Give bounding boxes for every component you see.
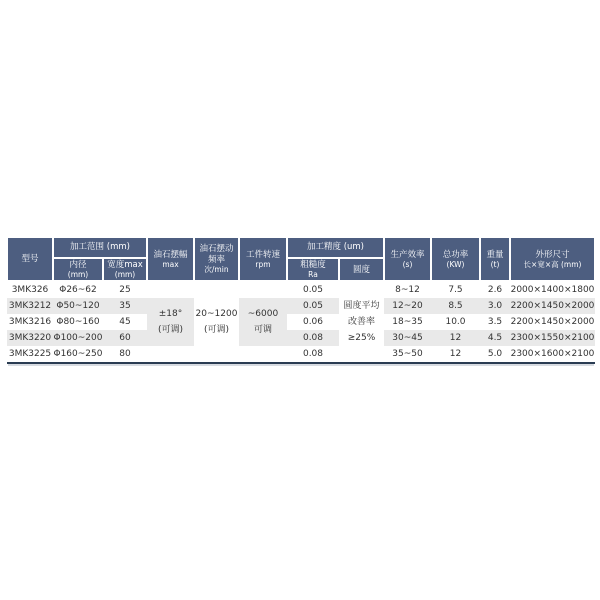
header-work-speed: 工件转速 rpm bbox=[239, 237, 287, 281]
cell-efficiency: 18~35 bbox=[392, 317, 423, 328]
cell-stone-freq-merged: 20~1200 (可调) bbox=[194, 298, 239, 346]
header-weight: 重量 (t) bbox=[480, 237, 510, 281]
cell-roundness-empty bbox=[339, 281, 384, 298]
header-dims: 外形尺寸 长×宽×高 (mm) bbox=[510, 237, 595, 281]
cell-efficiency: 8~12 bbox=[395, 285, 420, 296]
cell-power: 12 bbox=[431, 330, 480, 346]
cell-weight: 5.0 bbox=[487, 349, 503, 360]
header-precision-group: 加工精度 (um) bbox=[287, 237, 384, 258]
cell-dims: 2300×1600×2100 bbox=[510, 349, 595, 360]
cell-weight: 3.5 bbox=[487, 317, 503, 328]
header-inner-dia: 内径 (mm) bbox=[53, 258, 103, 281]
cell-stone-swing-empty bbox=[147, 281, 194, 298]
table-header bbox=[7, 237, 595, 281]
cell-dims: 2200×1450×2000 bbox=[510, 298, 595, 314]
cell-width-max: 25 bbox=[119, 285, 131, 296]
header-model: 型号 bbox=[7, 237, 53, 281]
cell-stone-freq-empty bbox=[194, 281, 239, 298]
cell-efficiency: 35~50 bbox=[392, 349, 423, 360]
cell-power: 8.5 bbox=[431, 298, 480, 314]
cell-roundness-merged: 圆度平均 改善率 ≥25% bbox=[339, 298, 384, 346]
cell-stone-swing-empty bbox=[147, 346, 194, 363]
header-power: 总功率 (KW) bbox=[431, 237, 480, 281]
cell-roughness: 0.05 bbox=[302, 285, 324, 296]
cell-stone-freq-empty bbox=[194, 346, 239, 363]
cell-width-max: 80 bbox=[119, 349, 131, 360]
cell-inner-dia: Φ100~200 bbox=[53, 330, 103, 346]
header-roundness: 圆度 bbox=[339, 258, 384, 281]
header-row-1 bbox=[7, 237, 595, 258]
cell-roughness: 0.06 bbox=[302, 317, 324, 328]
table-row bbox=[7, 330, 595, 346]
header-range-group: 加工范围 (mm) bbox=[53, 237, 147, 258]
cell-model: 3MK3225 bbox=[8, 349, 52, 360]
table-row bbox=[7, 298, 595, 314]
header-roughness: 粗糙度 Ra bbox=[287, 258, 339, 281]
header-stone-swing: 油石摆幅 max bbox=[147, 237, 194, 281]
cell-inner-dia: Φ50~120 bbox=[53, 298, 103, 314]
cell-weight: 2.6 bbox=[487, 285, 503, 296]
cell-inner-dia: Φ160~250 bbox=[53, 349, 103, 360]
cell-efficiency: 12~20 bbox=[384, 298, 431, 314]
spec-table bbox=[6, 236, 596, 364]
header-efficiency: 生产效率 (s) bbox=[384, 237, 431, 281]
cell-work-speed-merged: ~6000 可调 bbox=[239, 298, 287, 346]
cell-inner-dia: Φ26~62 bbox=[59, 285, 97, 296]
header-stone-freq: 油石摆动 频率 次/min bbox=[194, 237, 239, 281]
cell-roughness: 0.08 bbox=[302, 349, 324, 360]
cell-inner-dia: Φ80~160 bbox=[56, 317, 100, 328]
cell-model: 3MK3216 bbox=[8, 317, 52, 328]
cell-weight: 3.0 bbox=[480, 298, 510, 314]
cell-roughness: 0.05 bbox=[287, 298, 339, 314]
cell-dims: 2300×1550×2100 bbox=[510, 330, 595, 346]
cell-dims: 2200×1450×2000 bbox=[510, 317, 595, 328]
cell-roundness-empty bbox=[339, 346, 384, 363]
cell-model: 3MK326 bbox=[11, 285, 49, 296]
table-body bbox=[7, 281, 595, 363]
header-width-max: 宽度max (mm) bbox=[103, 258, 147, 281]
cell-work-speed-empty bbox=[239, 346, 287, 363]
table-row bbox=[7, 314, 595, 330]
cell-model: 3MK3212 bbox=[7, 298, 53, 314]
cell-dims: 2000×1400×1800 bbox=[510, 285, 595, 296]
table-row bbox=[7, 346, 595, 363]
cell-work-speed-empty bbox=[239, 281, 287, 298]
cell-width-max: 60 bbox=[103, 330, 147, 346]
cell-model: 3MK3220 bbox=[7, 330, 53, 346]
cell-weight: 4.5 bbox=[480, 330, 510, 346]
cell-width-max: 35 bbox=[103, 298, 147, 314]
cell-power: 12 bbox=[449, 349, 462, 360]
cell-efficiency: 30~45 bbox=[384, 330, 431, 346]
cell-width-max: 45 bbox=[119, 317, 131, 328]
cell-power: 10.0 bbox=[445, 317, 466, 328]
cell-stone-swing-merged: ±18° (可调) bbox=[147, 298, 194, 346]
cell-roughness: 0.08 bbox=[287, 330, 339, 346]
table-row bbox=[7, 281, 595, 298]
cell-power: 7.5 bbox=[448, 285, 463, 296]
